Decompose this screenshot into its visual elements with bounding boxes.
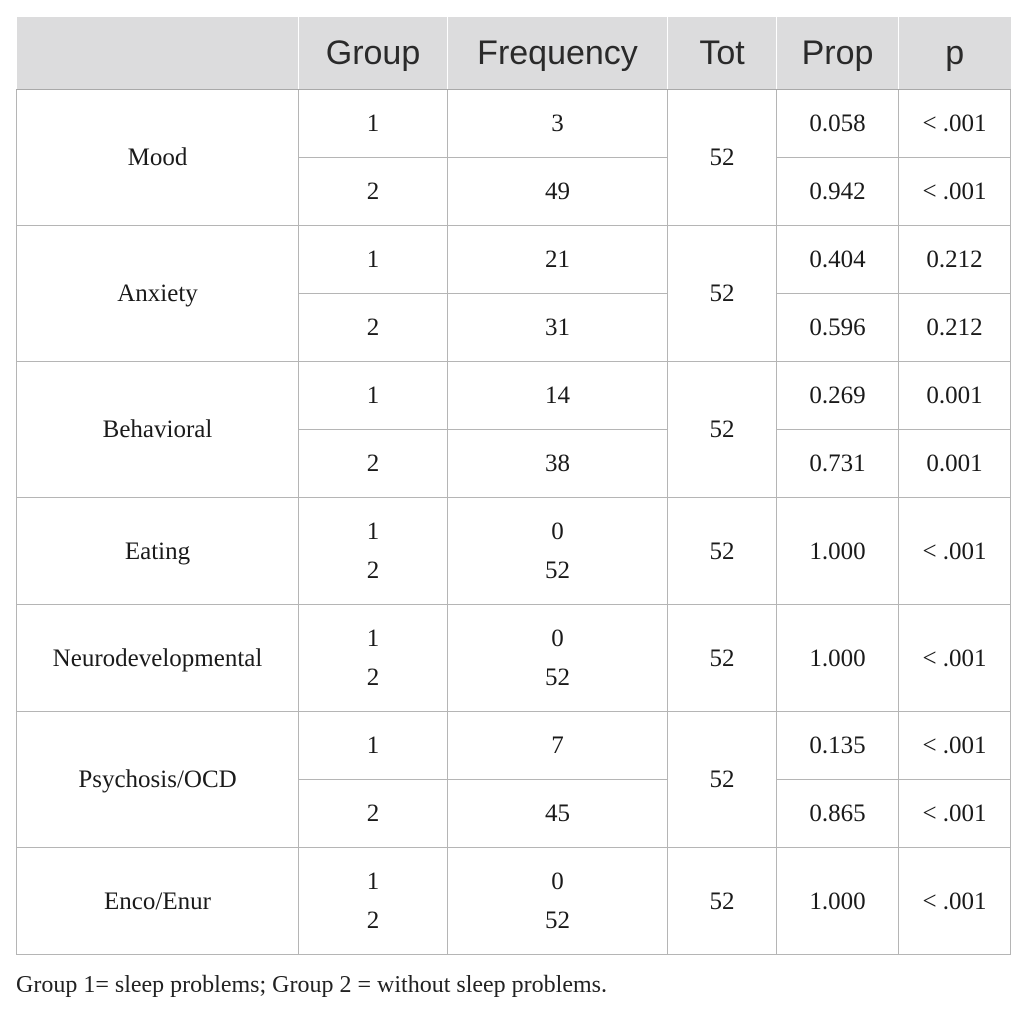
p-cell: 0.001 (899, 430, 1011, 498)
frequency-cell: 45 (448, 780, 668, 848)
frequency-cell: 31 (448, 294, 668, 362)
frequency-cell (448, 848, 668, 955)
frequency-cell: 49 (448, 158, 668, 226)
group-cell: 1 (299, 712, 448, 780)
table-row (17, 498, 1011, 605)
group-cell: 2 (299, 158, 448, 226)
prop-cell: 0.731 (777, 430, 899, 498)
prop-cell: 0.058 (777, 90, 899, 158)
table-footnote: Group 1= sleep problems; Group 2 = without sleep problems. (16, 972, 607, 998)
prop-cell: 0.865 (777, 780, 899, 848)
p-cell: < .001 (899, 780, 1011, 848)
p-cell: < .001 (899, 498, 1011, 605)
frequency-value: 52 (545, 907, 570, 934)
table-row (17, 712, 1011, 780)
p-cell: < .001 (899, 712, 1011, 780)
frequency-value: 0 (551, 868, 564, 895)
group-cell (299, 605, 448, 712)
header-prop: Prop (777, 17, 899, 90)
category-cell: Psychosis/OCD (17, 712, 299, 848)
group-value: 2 (366, 557, 380, 584)
group-cell: 2 (299, 780, 448, 848)
group-value: 2 (366, 664, 380, 691)
group-cell: 2 (299, 430, 448, 498)
frequency-cell (448, 605, 668, 712)
frequency-value: 0 (551, 625, 564, 652)
frequency-value: 52 (545, 664, 570, 691)
header-p: p (899, 17, 1011, 90)
frequency-cell: 21 (448, 226, 668, 294)
tot-cell: 52 (668, 712, 777, 848)
p-cell: 0.001 (899, 362, 1011, 430)
frequency-table (16, 17, 1011, 955)
header-row (17, 17, 1011, 90)
frequency-cell (448, 498, 668, 605)
category-cell: Enco/Enur (17, 848, 299, 955)
p-cell: < .001 (899, 848, 1011, 955)
p-cell: < .001 (899, 605, 1011, 712)
category-cell: Anxiety (17, 226, 299, 362)
header-tot: Tot (668, 17, 777, 90)
group-cell: 2 (299, 294, 448, 362)
group-cell: 1 (299, 90, 448, 158)
category-cell: Eating (17, 498, 299, 605)
category-cell: Mood (17, 90, 299, 226)
p-cell: < .001 (899, 158, 1011, 226)
p-cell: 0.212 (899, 226, 1011, 294)
frequency-value: 52 (545, 557, 570, 584)
tot-cell: 52 (668, 226, 777, 362)
category-cell: Behavioral (17, 362, 299, 498)
prop-cell: 1.000 (777, 498, 899, 605)
table-row (17, 605, 1011, 712)
frequency-cell: 7 (448, 712, 668, 780)
group-cell: 1 (299, 362, 448, 430)
p-cell: < .001 (899, 90, 1011, 158)
prop-cell: 0.269 (777, 362, 899, 430)
prop-cell: 0.596 (777, 294, 899, 362)
frequency-cell: 3 (448, 90, 668, 158)
header-frequency: Frequency (448, 17, 668, 90)
group-cell: 1 (299, 226, 448, 294)
group-value: 1 (366, 518, 380, 545)
prop-cell: 0.135 (777, 712, 899, 780)
frequency-value: 0 (551, 518, 564, 545)
category-cell: Neurodevelopmental (17, 605, 299, 712)
prop-cell: 0.404 (777, 226, 899, 294)
group-cell (299, 848, 448, 955)
prop-cell: 1.000 (777, 848, 899, 955)
group-value: 1 (366, 625, 380, 652)
table-body (17, 90, 1011, 955)
group-value: 2 (366, 907, 380, 934)
frequency-cell: 14 (448, 362, 668, 430)
group-value: 1 (366, 868, 380, 895)
frequency-cell: 38 (448, 430, 668, 498)
table-row (17, 90, 1011, 158)
tot-cell: 52 (668, 498, 777, 605)
table-header (17, 17, 1011, 90)
prop-cell: 1.000 (777, 605, 899, 712)
tot-cell: 52 (668, 848, 777, 955)
table-row (17, 226, 1011, 294)
tot-cell: 52 (668, 362, 777, 498)
group-cell (299, 498, 448, 605)
table-row (17, 848, 1011, 955)
header-category (17, 17, 299, 90)
p-cell: 0.212 (899, 294, 1011, 362)
tot-cell: 52 (668, 90, 777, 226)
table-row (17, 362, 1011, 430)
tot-cell: 52 (668, 605, 777, 712)
prop-cell: 0.942 (777, 158, 899, 226)
header-group: Group (299, 17, 448, 90)
